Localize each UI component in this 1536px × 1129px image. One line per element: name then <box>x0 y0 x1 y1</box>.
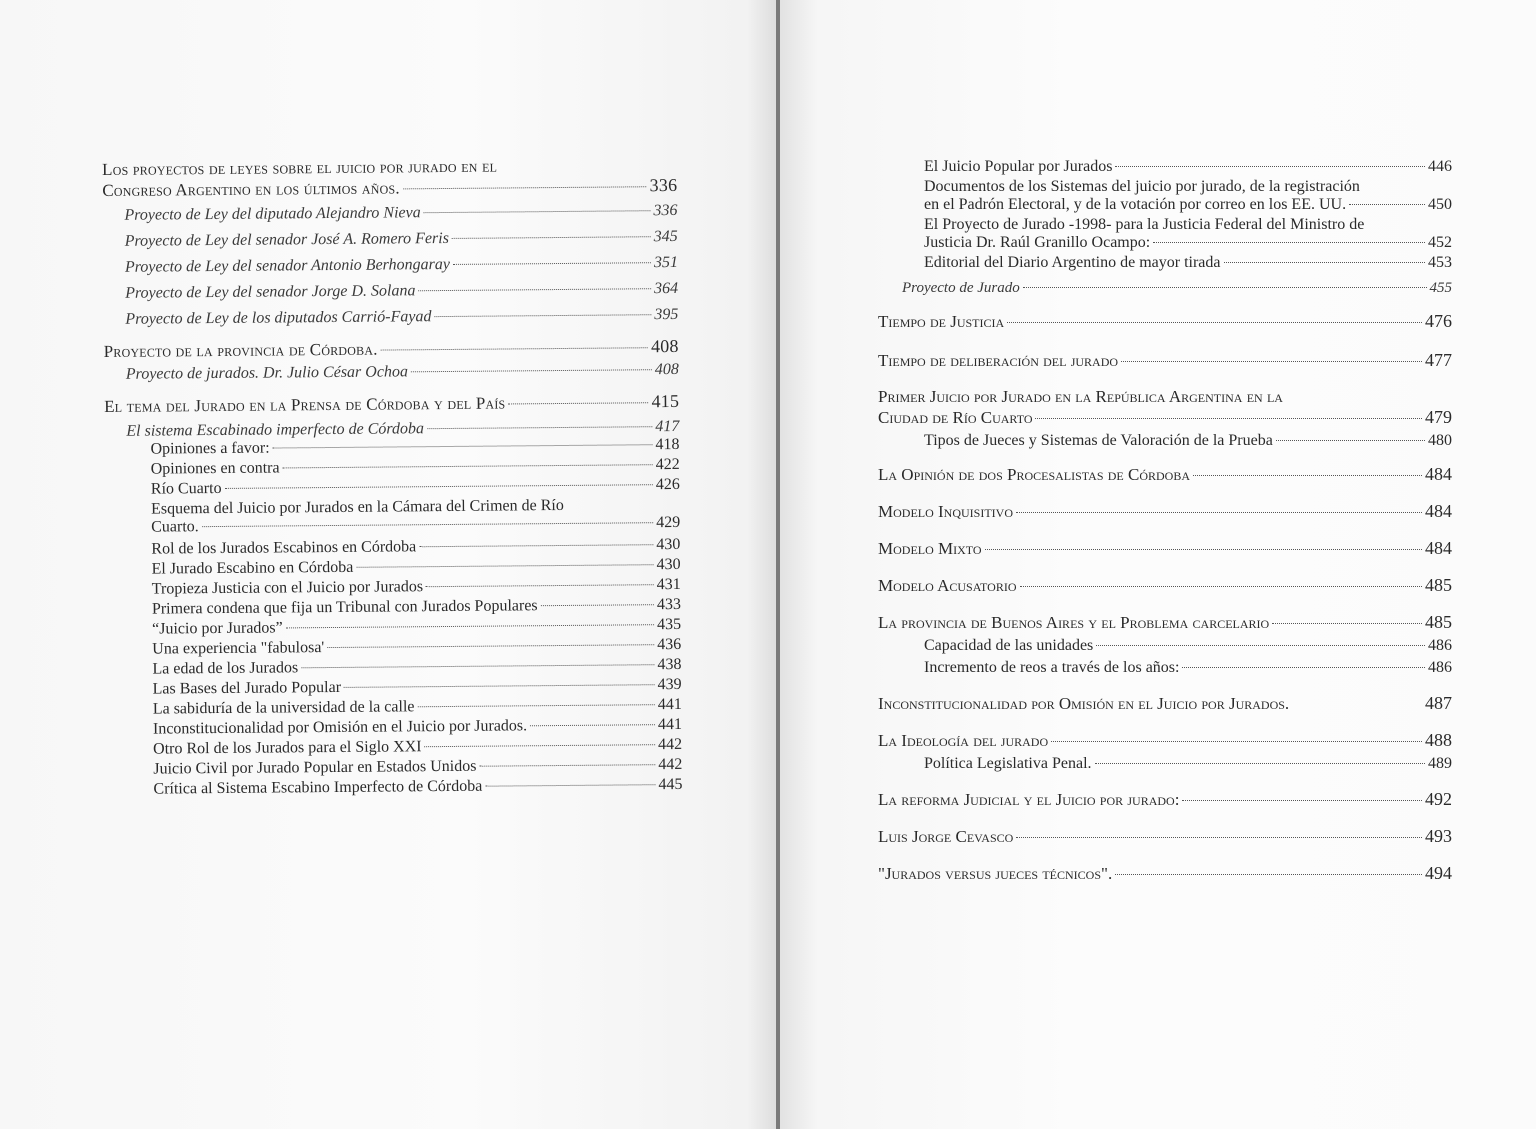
dot-leader <box>1016 512 1422 513</box>
toc-entry-title: Primer Juicio por Jurado en la República Argentina en la <box>878 387 1283 406</box>
toc-entry-row <box>126 361 679 384</box>
toc-entry-title: Modelo Inquisitivo <box>878 502 1014 521</box>
page-number: 345 <box>653 227 678 246</box>
page-number: 364 <box>654 279 679 298</box>
dot-leader <box>1224 262 1425 263</box>
dot-leader <box>426 584 654 587</box>
toc-entry <box>878 693 1452 714</box>
dot-leader <box>283 464 653 468</box>
toc-entry-title: Rol de los Jurados Escabinos en Córdoba <box>151 538 417 558</box>
toc-entry-title: El Proyecto de Jurado -1998- para la Justicia Federal del Ministro de <box>924 216 1365 233</box>
toc-entry <box>924 637 1452 655</box>
toc-entry-title: "Jurados versus jueces técnicos". <box>878 864 1113 883</box>
toc-entry-title: Luis Jorge Cevasco <box>878 827 1014 846</box>
dot-leader <box>225 484 653 489</box>
dot-leader <box>530 724 655 726</box>
page-number: 417 <box>655 417 680 436</box>
page-number: 486 <box>1428 659 1452 676</box>
book-gutter <box>776 0 780 1129</box>
page-number: 441 <box>657 715 683 734</box>
toc-entry-row <box>125 228 678 251</box>
toc-entry-title: Una experiencia "fabulosa' <box>152 639 325 658</box>
toc-entry-title: Capacidad de las unidades <box>924 637 1094 654</box>
toc-entry <box>924 158 1452 176</box>
page-number: 479 <box>1425 407 1452 427</box>
dot-leader <box>1007 322 1422 323</box>
page-number: 477 <box>1425 350 1452 370</box>
page-number: 494 <box>1425 863 1452 883</box>
toc-entry <box>878 464 1452 485</box>
dot-leader <box>418 288 651 291</box>
right-table-of-contents <box>878 158 1452 884</box>
toc-entry <box>125 254 678 277</box>
toc-entry <box>924 216 1452 252</box>
page-number: 485 <box>1425 575 1452 595</box>
toc-entry <box>153 736 682 759</box>
dot-leader <box>356 564 653 568</box>
toc-entry-row <box>152 576 681 599</box>
page-number: 489 <box>1428 755 1452 772</box>
toc-entry <box>878 730 1452 751</box>
dot-leader <box>1020 586 1423 587</box>
toc-entry <box>924 254 1452 272</box>
page-number: 488 <box>1425 730 1452 750</box>
dot-leader <box>1115 166 1425 167</box>
toc-entry <box>924 178 1452 214</box>
toc-entry <box>104 336 679 362</box>
toc-entry <box>878 789 1452 810</box>
toc-entry-title: La edad de los Jurados <box>152 659 299 678</box>
toc-entry <box>878 501 1452 522</box>
dot-leader <box>485 784 655 786</box>
toc-entry <box>878 387 1452 428</box>
page-number: 484 <box>1425 538 1452 558</box>
page-number: 408 <box>654 360 679 379</box>
toc-entry-row <box>924 659 1452 677</box>
toc-entry <box>902 280 1452 297</box>
dot-leader <box>381 347 648 350</box>
toc-entry-row <box>878 464 1452 485</box>
dot-leader <box>425 744 656 747</box>
page-number: 485 <box>1425 612 1452 632</box>
toc-entry-title: Modelo Mixto <box>878 539 982 558</box>
page-number: 492 <box>1425 789 1452 809</box>
toc-entry-row <box>104 391 679 417</box>
page-number: 487 <box>1425 693 1452 713</box>
page-number: 484 <box>1425 464 1452 484</box>
page-number: 484 <box>1425 501 1452 521</box>
toc-entry <box>878 311 1452 332</box>
toc-entry <box>878 826 1452 847</box>
toc-entry-row <box>878 407 1452 428</box>
dot-leader <box>419 544 653 547</box>
page-number: 415 <box>651 390 680 412</box>
toc-entry-title: Proyecto de Ley del senador José A. Romero Feris <box>124 229 449 250</box>
dot-leader <box>1182 800 1422 801</box>
toc-entry <box>878 538 1452 559</box>
toc-entry-row <box>125 280 678 303</box>
toc-entry-title: Incremento de reos a través de los años: <box>924 659 1180 676</box>
toc-entry-title: Esquema del Juicio por Jurados en la Cámara del Crimen de Río <box>150 496 564 518</box>
page-number: 476 <box>1425 311 1452 331</box>
page-number: 426 <box>655 475 680 494</box>
toc-entry-title-continued: Ciudad de Río Cuarto <box>878 408 1033 427</box>
toc-entry-row <box>924 637 1452 655</box>
toc-entry <box>152 596 681 619</box>
toc-entry-title: Proyecto de Ley del senador Antonio Berhongaray <box>124 255 450 276</box>
toc-entry <box>924 432 1452 450</box>
page-number: 422 <box>655 455 680 474</box>
toc-entry-title: “Juicio por Jurados” <box>152 619 283 638</box>
dot-leader <box>327 644 654 648</box>
toc-entry-row <box>902 280 1452 297</box>
toc-entry <box>151 456 680 479</box>
toc-entry <box>125 280 678 303</box>
toc-entry-row <box>153 716 682 739</box>
toc-entry-title: Tiempo de deliberación del jurado <box>878 351 1119 370</box>
dot-leader <box>1193 475 1422 476</box>
toc-entry <box>153 716 682 739</box>
dot-leader <box>424 210 651 213</box>
page-number: 408 <box>650 335 679 357</box>
dot-leader <box>1035 418 1422 419</box>
page-number: 438 <box>657 655 682 674</box>
page-number: 439 <box>657 675 682 694</box>
toc-entry-row <box>124 202 677 225</box>
page-number: 441 <box>657 695 682 714</box>
page-number: 336 <box>649 174 678 196</box>
page-number: 486 <box>1428 637 1452 654</box>
toc-entry-row <box>878 311 1452 332</box>
page-number: 442 <box>658 755 683 774</box>
dot-leader <box>1096 645 1425 646</box>
toc-entry-row <box>878 538 1452 559</box>
dot-leader <box>403 186 647 189</box>
toc-entry-title-continued: en el Padrón Electoral, y de la votación por correo en los EE. UU. <box>924 196 1347 213</box>
toc-entry-title: Proyecto de Ley de los diputados Carrió-Fayad <box>125 308 432 328</box>
dot-leader <box>1095 763 1425 764</box>
toc-entry <box>151 536 680 559</box>
toc-entry-title: Otro Rol de los Jurados para el Siglo XXI <box>153 738 422 758</box>
page-number: 436 <box>657 635 682 654</box>
toc-entry <box>153 756 682 779</box>
dot-leader <box>1016 837 1422 838</box>
dot-leader <box>1153 242 1425 243</box>
toc-entry-title: La provincia de Buenos Aires y el Problema carcelario <box>878 613 1270 632</box>
toc-entry-title-continued: Cuarto. <box>151 518 199 536</box>
toc-entry-title: Política Legislativa Penal. <box>924 755 1092 772</box>
dot-leader <box>301 664 654 668</box>
toc-entry <box>104 391 679 417</box>
page-number: 418 <box>655 435 680 454</box>
dot-leader <box>1349 204 1425 205</box>
page-number: 351 <box>653 253 678 272</box>
toc-entry-row <box>924 432 1452 450</box>
toc-entry <box>152 656 681 679</box>
toc-entry-title: Inconstitucionalidad por Omisión en el Juicio por Jurados. <box>878 694 1290 713</box>
page-number: 430 <box>656 555 681 574</box>
toc-entry-row <box>152 616 681 639</box>
toc-entry <box>150 436 679 459</box>
toc-entry-row <box>878 730 1452 751</box>
toc-entry <box>152 636 681 659</box>
dot-leader <box>1272 623 1422 624</box>
toc-entry-title: Proyecto de Jurado <box>902 280 1020 296</box>
toc-entry-title: El Juicio Popular por Jurados <box>924 158 1113 175</box>
dot-leader <box>411 369 652 372</box>
toc-entry-row <box>125 306 678 329</box>
page-number: 453 <box>1428 254 1452 271</box>
toc-entry-title: Opiniones en contra <box>150 459 280 478</box>
toc-entry-row <box>151 536 680 559</box>
page-number: 395 <box>654 305 679 324</box>
dot-leader <box>273 444 653 448</box>
toc-entry-title: Crítica al Sistema Escabino Imperfecto de Córdoba <box>153 777 483 798</box>
page-number: 493 <box>1425 826 1452 846</box>
toc-entry-row <box>878 693 1452 714</box>
toc-entry <box>125 228 678 251</box>
toc-entry-row <box>878 575 1452 596</box>
toc-entry <box>124 202 677 225</box>
page-number: 446 <box>1428 158 1452 175</box>
page-number: 455 <box>1429 280 1452 296</box>
page-number: 442 <box>658 735 683 754</box>
dot-leader <box>452 236 651 239</box>
toc-entry-row <box>153 756 682 779</box>
toc-entry <box>151 496 680 537</box>
toc-entry-title: Las Bases del Jurado Popular <box>152 678 342 698</box>
toc-entry-row <box>924 158 1452 176</box>
toc-entry <box>878 350 1452 371</box>
toc-entry-row <box>924 196 1452 214</box>
toc-entry-title: Proyecto de la provincia de Córdoba. <box>103 339 378 361</box>
toc-entry <box>924 659 1452 677</box>
dot-leader <box>1051 741 1422 742</box>
page-number: 433 <box>656 595 681 614</box>
toc-entry-row <box>878 826 1452 847</box>
page-number: 450 <box>1428 196 1452 213</box>
toc-entry-title: La reforma Judicial y el Juicio por jurado: <box>878 790 1180 809</box>
toc-entry-row <box>153 736 682 759</box>
toc-entry-row <box>152 596 681 619</box>
toc-entry <box>878 575 1452 596</box>
dot-leader <box>508 402 648 404</box>
page-number: 435 <box>657 615 682 634</box>
toc-entry-title: Los proyectos de leyes sobre el juicio por jurado en el <box>102 156 498 179</box>
toc-entry-title: Proyecto de Ley del diputado Alejandro Nieva <box>124 204 421 224</box>
page-number: 445 <box>658 775 683 794</box>
dot-leader <box>427 426 652 429</box>
toc-entry-row <box>924 234 1452 252</box>
toc-entry <box>151 476 680 499</box>
toc-entry-title: Juicio Civil por Jurado Popular en Estados Unidos <box>153 757 477 778</box>
page-number: 480 <box>1428 432 1452 449</box>
toc-entry-row <box>125 254 678 277</box>
dot-leader <box>1276 440 1425 441</box>
toc-entry-title: Opiniones a favor: <box>150 439 270 458</box>
toc-entry-row <box>151 476 680 499</box>
toc-entry-title: Modelo Acusatorio <box>878 576 1017 595</box>
toc-entry-title: El tema del Jurado en la Prensa de Córdoba y del País <box>104 393 506 416</box>
toc-entry-row <box>152 636 681 659</box>
toc-entry <box>878 863 1452 884</box>
toc-entry <box>152 576 681 599</box>
toc-entry-row <box>153 696 682 719</box>
toc-entry <box>153 696 682 719</box>
toc-entry-row <box>151 456 680 479</box>
toc-entry-row <box>104 336 679 362</box>
toc-entry-row <box>151 556 680 579</box>
toc-entry-row <box>924 254 1452 272</box>
toc-entry-title: Proyecto de Ley del senador Jorge D. Solana <box>125 282 416 302</box>
dot-leader <box>344 684 655 688</box>
toc-entry-row <box>878 789 1452 810</box>
toc-entry-title-continued: Congreso Argentino en los últimos años. <box>102 178 400 200</box>
dot-leader <box>541 604 654 606</box>
dot-leader <box>417 704 654 707</box>
page-number: 336 <box>653 201 678 220</box>
toc-entry-row <box>152 656 681 679</box>
toc-entry <box>126 361 679 384</box>
page-number: 430 <box>656 535 681 554</box>
dot-leader <box>1182 667 1425 668</box>
toc-entry <box>125 306 678 329</box>
dot-leader <box>479 764 655 767</box>
toc-entry <box>152 616 681 639</box>
toc-entry <box>924 755 1452 773</box>
toc-entry-title: Inconstitucionalidad por Omisión en el Juicio por Jurados. <box>152 717 528 738</box>
toc-entry <box>878 612 1452 633</box>
toc-entry-title: El sistema Escabinado imperfecto de Córdoba <box>126 420 425 440</box>
toc-entry-title: Documentos de los Sistemas del juicio por jurado, de la registración <box>924 178 1360 195</box>
toc-entry-title: Tiempo de Justicia <box>878 312 1005 331</box>
toc-entry-row <box>878 612 1452 633</box>
toc-entry-title: El Jurado Escabino en Córdoba <box>151 558 354 578</box>
toc-entry-row <box>878 501 1452 522</box>
toc-entry-title: Proyecto de jurados. Dr. Julio César Ochoa <box>125 363 408 383</box>
page-number: 431 <box>656 575 681 594</box>
toc-entry-title: Río Cuarto <box>150 479 222 498</box>
dot-leader <box>1023 287 1427 288</box>
toc-entry <box>102 155 677 201</box>
toc-entry-title: Editorial del Diario Argentino de mayor tirada <box>924 254 1221 271</box>
toc-entry-row <box>878 863 1452 884</box>
toc-entry-row <box>150 436 679 459</box>
toc-entry <box>153 676 682 699</box>
page-number: 429 <box>656 513 681 532</box>
page-number: 452 <box>1428 234 1452 251</box>
toc-entry <box>151 556 680 579</box>
toc-entry-title: La Ideología del jurado <box>878 731 1049 750</box>
toc-entry-row <box>878 350 1452 371</box>
toc-entry-title: Tropieza Justicia con el Juicio por Jurados <box>151 578 424 598</box>
left-table-of-contents <box>102 155 683 799</box>
dot-leader <box>434 314 651 317</box>
toc-entry-row <box>924 755 1452 773</box>
toc-entry-title-continued: Justicia Dr. Raúl Granillo Ocampo: <box>924 234 1151 251</box>
dot-leader <box>1115 874 1422 875</box>
dot-leader <box>286 624 654 628</box>
dot-leader <box>985 549 1422 550</box>
toc-entry-row <box>153 676 682 699</box>
toc-entry-title: Tipos de Jueces y Sistemas de Valoración de la Prueba <box>924 432 1273 449</box>
dot-leader <box>1121 361 1422 362</box>
dot-leader <box>202 522 653 527</box>
toc-entry-title: La sabiduría de la universidad de la calle <box>152 698 415 718</box>
toc-entry-title: La Opinión de dos Procesalistas de Córdoba <box>878 465 1191 484</box>
dot-leader <box>453 262 651 265</box>
toc-entry-title: Primera condena que fija un Tribunal con Jurados Populares <box>151 597 538 618</box>
